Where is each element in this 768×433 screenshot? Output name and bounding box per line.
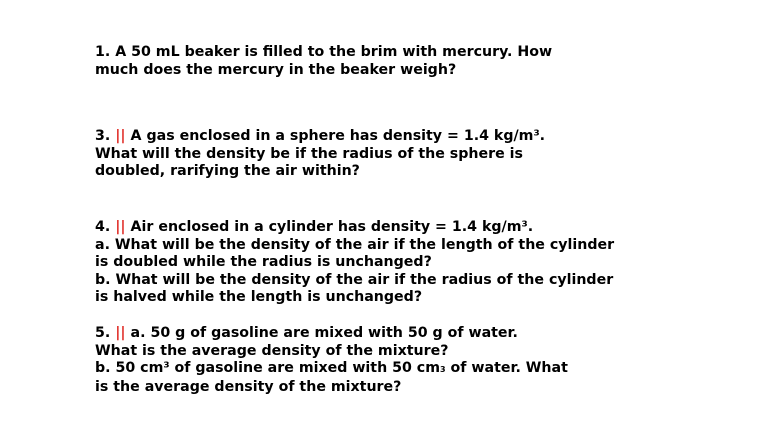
problem-4-line-1 [95,219,755,237]
problem-1-line-1: 1. A 50 mL beaker is filled to the brim with mercury. How [95,44,553,60]
problem-3-marker: || [115,128,126,144]
problem-3-line-1 [95,128,755,146]
problem-1 [95,44,755,79]
problem-5-subscript: 3 [440,365,446,374]
problem-4-number: 4. [95,219,111,235]
problem-4-line-3: is doubled while the radius is unchanged? [95,254,432,270]
problem-3-text-1: A gas enclosed in a sphere has density = 1.4 kg/m³. [130,128,546,144]
problem-5-text-1: a. 50 g of gasoline are mixed with 50 g of water. [130,325,518,341]
problem-4-line-2: a. What will be the density of the air if the length of the cylinder [95,236,615,253]
problem-5-line-3 [95,360,755,379]
problem-1-line-2: much does the mercury in the beaker weigh? [95,61,457,78]
problem-4-marker: || [115,219,126,235]
problem-5-number: 5. [95,325,111,341]
problem-5-text-3b: of water. What [450,360,568,376]
problem-5 [95,325,755,396]
problem-4-text-1: Air enclosed in a cylinder has density = 1.4 kg/m³. [130,219,534,235]
problem-5-line-2: What is the average density of the mixture? [95,342,449,359]
problem-3-line-2: What will the density be if the radius of the sphere is [95,145,523,162]
problem-3-line-3: doubled, rarifying the air within? [95,163,360,179]
problem-4 [95,219,755,307]
problem-3 [95,128,755,181]
problem-5-marker: || [115,325,126,341]
problem-5-text-3a: b. 50 cm³ of gasoline are mixed with 50 cm [95,360,440,376]
problem-5-line-4: is the average density of the mixture? [95,378,402,395]
problem-4-line-4: b. What will be the density of the air if the radius of the cylinder [95,271,614,288]
problem-5-line-1 [95,325,755,343]
problem-4-line-5: is halved while the length is unchanged? [95,289,423,305]
problem-3-number: 3. [95,128,111,144]
